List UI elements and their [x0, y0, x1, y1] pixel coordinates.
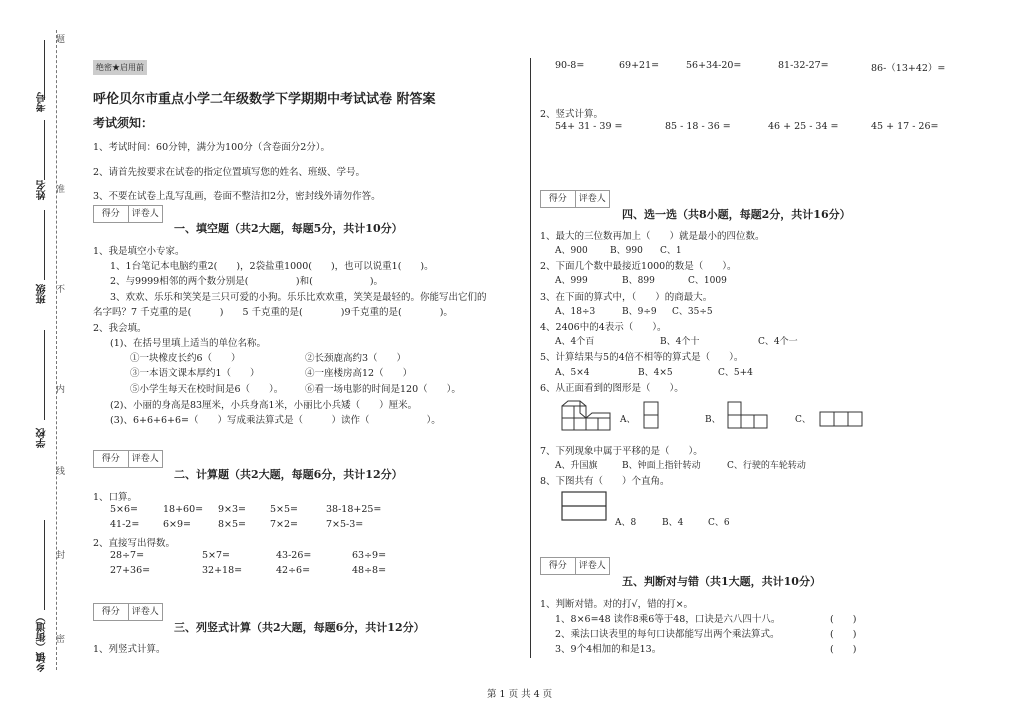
s2-r3-0: 28÷7=: [110, 550, 145, 561]
secret-label: 绝密★启用前: [93, 60, 147, 75]
s4-q1-a: A、900: [555, 246, 588, 256]
s1-line-9: ③一本语文课本厚约1（ ）: [130, 368, 260, 379]
s2-r4-3: 48÷8=: [352, 565, 387, 576]
s4-q6-c: C、: [795, 415, 811, 425]
s2-r3-3: 63÷9=: [352, 550, 387, 561]
rt2-2: 46 + 25 - 34 =: [768, 121, 839, 132]
label-xuexiao: 学校: [37, 428, 48, 448]
s4-q1-b: B、990: [610, 246, 643, 256]
s2-r1-0: 5×6=: [110, 504, 139, 515]
s2-q1: 1、口算。: [93, 492, 138, 503]
s4-q8-c: C、6: [708, 518, 730, 528]
s4-q7: 7、下列现象中属于平移的是（ ）。: [540, 446, 703, 457]
notice-title: 考试须知：: [93, 116, 154, 130]
s4-q4: 4、2406中的4表示（ ）。: [540, 322, 667, 333]
seal-char-1: 准: [56, 185, 66, 195]
s2-r1-4: 38-18+25=: [326, 504, 382, 515]
s4-q5: 5、计算结果与5的4倍不相等的算式是（ ）。: [540, 352, 744, 363]
section-2-title: 二、计算题（共2大题，每题6分，共计12分）: [174, 468, 403, 481]
s4-q2: 2、下面几个数中最接近1000的数是（ ）。: [540, 261, 737, 272]
s4-q4-b: B、4个十: [660, 337, 700, 347]
s4-q5-a: A、5×4: [555, 368, 590, 378]
s2-r4-2: 42÷6=: [276, 565, 311, 576]
s4-q7-c: C、行驶的车轮转动: [727, 461, 806, 471]
s1-line-2: 2、与9999相邻的两个数分别是( )和( )。: [110, 276, 384, 287]
rt2-0: 54+ 31 - 39 =: [555, 121, 623, 132]
s1-line-13: (2)、小丽的身高是83厘米，小兵身高1米，小丽比小兵矮（ ）厘米。: [110, 400, 418, 411]
notice-1: 1、考试时间：60分钟，满分为100分（含卷面分2分）。: [93, 142, 331, 153]
notice-3: 3、不要在试卷上乱写乱画，卷面不整洁扣2分，密封线外请勿作答。: [93, 191, 381, 202]
notice-2: 2、请首先按要求在试卷的指定位置填写您的姓名、班级、学号。: [93, 167, 366, 178]
s4-q5-c: C、5+4: [718, 368, 753, 378]
label-xingming: 姓名: [37, 180, 48, 200]
seal-char-2: 不: [56, 285, 66, 295]
s4-q5-b: B、4×5: [638, 368, 673, 378]
score-box-2: 得分 评卷人: [93, 450, 163, 468]
rt-q2: 2、竖式计算。: [540, 109, 604, 120]
rt-2: 56+34-20=: [686, 60, 742, 71]
seal-char-5: 封: [56, 551, 66, 561]
s1-line-1: 1、1台笔记本电脑约重2( )，2袋盐重1000( )，也可以说重1( )。: [110, 261, 434, 272]
s2-r2-0: 41-2=: [110, 519, 140, 530]
s4-q4-a: A、4个百: [555, 337, 595, 347]
s1-line-6: (1)、在括号里填上适当的单位名称。: [110, 338, 266, 349]
rectangle-figure: [560, 490, 610, 524]
s2-r3-2: 43-26=: [276, 550, 312, 561]
option-a-figure: [642, 400, 662, 430]
page-title: 呼伦贝尔市重点小学二年级数学下学期期中考试试卷 附答案: [93, 92, 436, 107]
option-c-figure: [818, 410, 864, 428]
underline-xingming: [44, 120, 45, 180]
section-1-title: 一、填空题（共2大题，每题5分，共计10分）: [174, 222, 403, 235]
s1-line-5: 2、我会填。: [93, 323, 147, 334]
cube-stack-figure: [560, 398, 614, 434]
s4-q2-c: C、1009: [688, 276, 727, 286]
s5-line-1: 1、8×6=48 读作8乘6等于48，口诀是六八四十八。: [555, 614, 781, 625]
underline-banji: [44, 210, 45, 280]
s4-q8-b: B、4: [662, 518, 684, 528]
section-3-title: 三、列竖式计算（共2大题，每题6分，共计12分）: [174, 621, 425, 634]
s5-paren-3: ( ): [830, 644, 857, 655]
rt-0: 90-8=: [555, 60, 585, 71]
score-box-3: 得分 评卷人: [93, 603, 163, 621]
rt-3: 81-32-27=: [778, 60, 829, 71]
s2-r1-1: 18+60=: [163, 504, 204, 515]
binding-line: [56, 30, 57, 670]
rt2-3: 45 + 17 - 26=: [871, 121, 939, 132]
rt-1: 69+21=: [619, 60, 660, 71]
section-5-title: 五、判断对与错（共1大题，共计10分）: [622, 575, 821, 588]
s4-q8-a: A、8: [615, 518, 637, 528]
s3-q1: 1、列竖式计算。: [93, 644, 166, 655]
s1-line-14: (3)、6+6+6+6=（ ）写成乘法算式是（ ）读作（ ）。: [110, 415, 441, 426]
column-divider: [530, 58, 531, 658]
s4-q4-c: C、4个一: [758, 337, 798, 347]
s4-q6: 6、从正面看到的图形是（ ）。: [540, 383, 684, 394]
page-footer: 第 1 页 共 4 页: [487, 689, 553, 700]
s2-r2-4: 7×5-3=: [326, 519, 364, 530]
s4-q3-c: C、35÷5: [672, 307, 713, 317]
s1-line-12: ⑥看一场电影的时间是120（ ）。: [305, 384, 461, 395]
option-b-figure: [726, 400, 772, 430]
s2-r1-2: 9×3=: [218, 504, 247, 515]
score-box-1: 得分 评卷人: [93, 205, 163, 223]
s4-q3-a: A、18÷3: [555, 307, 596, 317]
label-xiangzhen: 乡镇（街道）: [37, 612, 48, 672]
s4-q3: 3、在下面的算式中，（ ）的商最大。: [540, 292, 713, 303]
label-kaohao: 考号: [37, 92, 48, 112]
s4-q2-a: A、999: [555, 276, 588, 286]
s2-r3-1: 5×7=: [202, 550, 231, 561]
s5-line-2: 2、乘法口诀表里的每句口诀都能写出两个乘法算式。: [555, 629, 780, 640]
s2-r4-0: 27+36=: [110, 565, 151, 576]
s2-q2: 2、直接写出得数。: [93, 538, 176, 549]
s1-line-0: 1、我是填空小专家。: [93, 246, 185, 257]
s4-q6-b: B、: [705, 415, 721, 425]
s1-line-4: 名字吗？7 千克重的是( ) 5 千克重的是( )9千克重的是( )。: [93, 307, 453, 318]
s5-paren-1: ( ): [830, 614, 857, 625]
seal-char-0: 题: [56, 35, 66, 45]
rt2-1: 85 - 18 - 36 =: [665, 121, 731, 132]
s2-r4-1: 32+18=: [202, 565, 243, 576]
underline-xuexiao: [44, 330, 45, 420]
s4-q6-a: A、: [620, 415, 636, 425]
s4-q2-b: B、899: [622, 276, 655, 286]
s1-line-10: ④一座楼房高12（ ）: [305, 368, 413, 379]
s2-r2-3: 7×2=: [270, 519, 299, 530]
s5-paren-2: ( ): [830, 629, 857, 640]
seal-char-6: 密: [56, 635, 66, 645]
s2-r2-2: 8×5=: [218, 519, 247, 530]
rt-4: 86-（13+42）=: [871, 63, 946, 74]
s4-q3-b: B、9÷9: [622, 307, 657, 317]
score-box-4: 得分 评卷人: [540, 190, 610, 208]
s1-line-11: ⑤小学生每天在校时间是6（ ）。: [130, 384, 284, 395]
s1-line-8: ②长颈鹿高约3（ ）: [305, 353, 407, 364]
s4-q7-a: A、升国旗: [555, 461, 598, 471]
s1-line-7: ①一块橡皮长约6（ ）: [130, 353, 241, 364]
s2-r1-3: 5×5=: [270, 504, 299, 515]
seal-char-3: 内: [56, 385, 66, 395]
s4-q1: 1、最大的三位数再加上（ ）就是最小的四位数。: [540, 231, 765, 242]
seal-char-4: 线: [56, 467, 66, 477]
s5-line-0: 1、判断对错。对的打√，错的打×。: [540, 599, 694, 610]
section-4-title: 四、选一选（共8小题，每题2分，共计16分）: [622, 208, 851, 221]
score-box-5: 得分 评卷人: [540, 557, 610, 575]
label-banji: 班级: [37, 284, 48, 304]
underline-kaohao: [44, 40, 45, 100]
s2-r2-1: 6×9=: [163, 519, 192, 530]
s4-q8: 8、下图共有（ ）个直角。: [540, 476, 670, 487]
s4-q1-c: C、1: [660, 246, 682, 256]
s5-line-3: 3、9个4相加的和是13。: [555, 644, 662, 655]
underline-xiangzhen: [44, 520, 45, 610]
s4-q7-b: B、钟面上指针转动: [622, 461, 701, 471]
s1-line-3: 3、欢欢、乐乐和笑笑是三只可爱的小狗。乐乐比欢欢重，笑笑是最轻的。你能写出它们的: [110, 292, 487, 303]
